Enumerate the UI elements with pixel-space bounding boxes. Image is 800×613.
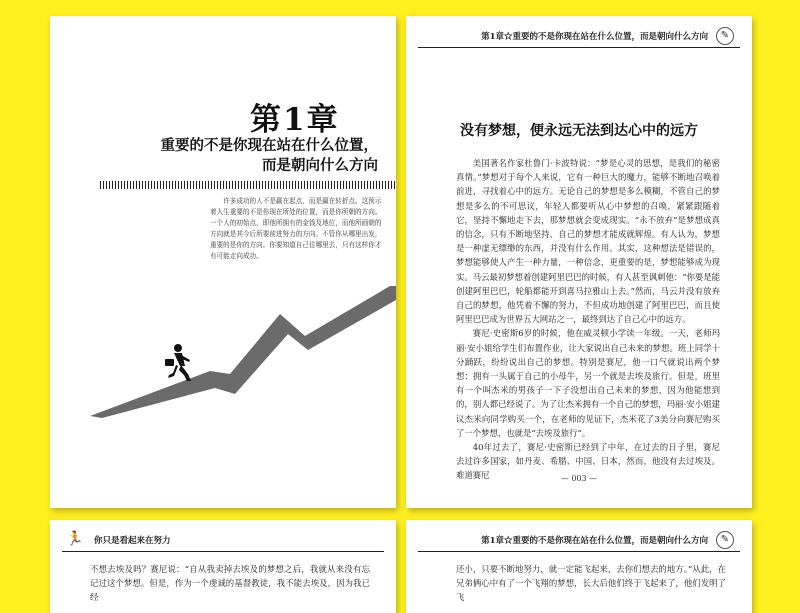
chapter-title: 第1章	[250, 102, 340, 138]
section-title: 没有梦想，便永远无法到达心中的远方	[460, 123, 698, 139]
chapter-intro	[210, 196, 382, 262]
text-page-003	[406, 16, 752, 508]
chapter-subtitle-line2: 而是朝向什么方向	[262, 158, 378, 174]
running-head-text: 第1章☆重要的不是你现在站在什么位置，而是朝向什么方向	[481, 536, 708, 546]
running-head-text: 你只是看起来在努力	[94, 536, 171, 546]
zigzag-ramp	[90, 286, 396, 418]
rising-arrow-illustration	[50, 286, 396, 426]
running-head	[418, 528, 740, 552]
chapter-intro-text: 许多成功的人不是赢在起点，而是赢在转折点。这预示着人生重要的不是你现在所处的位置，而是你所朝的方向。一个人的初始点，即他所拥有的金钱及地位，而他所画朝的方向就是其今后所要前进努力的方向。不管你从哪里出发，重要的是你的方向。你要知道自己往哪里去，只有这样你才有可能走向成功。	[210, 197, 382, 260]
paragraph: 美国著名作家杜鲁门·卡波特说：“梦是心灵的思想，是我们的秘密真情。”梦想对于每个人来说，它有一种巨大的魔力，能够不断地召唤着前进，寻找着心中的远方。无论自己的梦想是多么模糊，不管自己的梦想是多么的不可思议，年轻人都要听从心中梦想的召唤，紧紧跟随着它，坚持不懈地走下去，那梦想就会变成现实。“永不放弃”是梦想成真的信念，只有不断地坚持，自己的梦想才能成就辉煌。有人认为，梦想是一种虚无缥缈的东西，并没有什么作用。其实，这种想法是错误的，梦想能够使人产生一种力量，一种信念，更重要的是，梦想能够成为现实。马云最初梦想着创建阿里巴巴的时候，有人甚至讽刺他：“你要是能创建阿里巴巴，轮船都能开到喜马拉雅山上去。”然而，马云并没有放弃自己的梦想，他凭着不懈的努力，不但成功地创建了阿里巴巴，而且使阿里巴巴成为世界五大网站之一，最终到达了自己心中的远方。	[456, 158, 720, 325]
paragraph: 赛尼·史密斯6岁的时候，他在威灵顿小学读一年级。一天，老师玛丽·安小姐给学生们布置作业，让大家说出自己未来的梦想。班上同学十分踊跃，纷纷说出自己的梦想。特别是赛尼，他一口气就说出两个梦想：拥有一头属于自己的小母牛，另一个就是去埃及旅行。但是，班里有一个叫杰米的男孩子一下子没想出自己未来的梦想，因为他能想到的，别人都已经说了。为了让杰米拥有一个自己的梦想，玛丽·安小姐建议杰米向同学购买一个，在老师的见证下，杰米花了3美分向赛尼购买了一个梦想，也就是“去埃及旅行”。	[456, 328, 720, 438]
paragraph: 40年过去了，赛尼·史密斯已经到了中年，在过去的日子里，赛尼去过许多国家，如丹麦、希腊、中国、日本，然而，他没有去过埃及。难道赛尼	[456, 442, 720, 481]
paragraph: 不想去埃及吗？赛尼说：“自从我卖掉去埃及的梦想之后，我就从来没有忘记过这个梦想。但是，作为一个虔诚的基督教徒，我不能去埃及，因为我已经	[90, 564, 370, 603]
text-page-bottom-right	[406, 520, 752, 613]
feather-icon: ✎	[716, 27, 734, 45]
body-text	[456, 562, 726, 605]
body-text	[90, 562, 370, 605]
striped-divider	[100, 181, 396, 189]
running-head	[418, 24, 740, 48]
body-text	[456, 156, 720, 483]
text-page-bottom-left	[50, 520, 396, 613]
page-number: — 003 —	[560, 474, 598, 483]
chapter-opener-page	[50, 16, 396, 508]
feather-icon: ✎	[716, 531, 734, 549]
running-man-icon: 🏃	[66, 531, 84, 547]
chapter-subtitle-line1: 重要的不是你现在站在什么位置，	[160, 138, 378, 154]
running-man-icon	[165, 344, 191, 381]
running-head-text: 第1章☆重要的不是你现在站在什么位置，而是朝向什么方向	[481, 32, 708, 42]
running-head	[62, 528, 384, 552]
paragraph: 还小，只要不断地努力，就一定能飞起来，去你们想去的地方。”从此，在兄弟俩心中有了一个飞翔的梦想，长大后他们终于飞起来了，他们发明了飞	[456, 564, 726, 603]
